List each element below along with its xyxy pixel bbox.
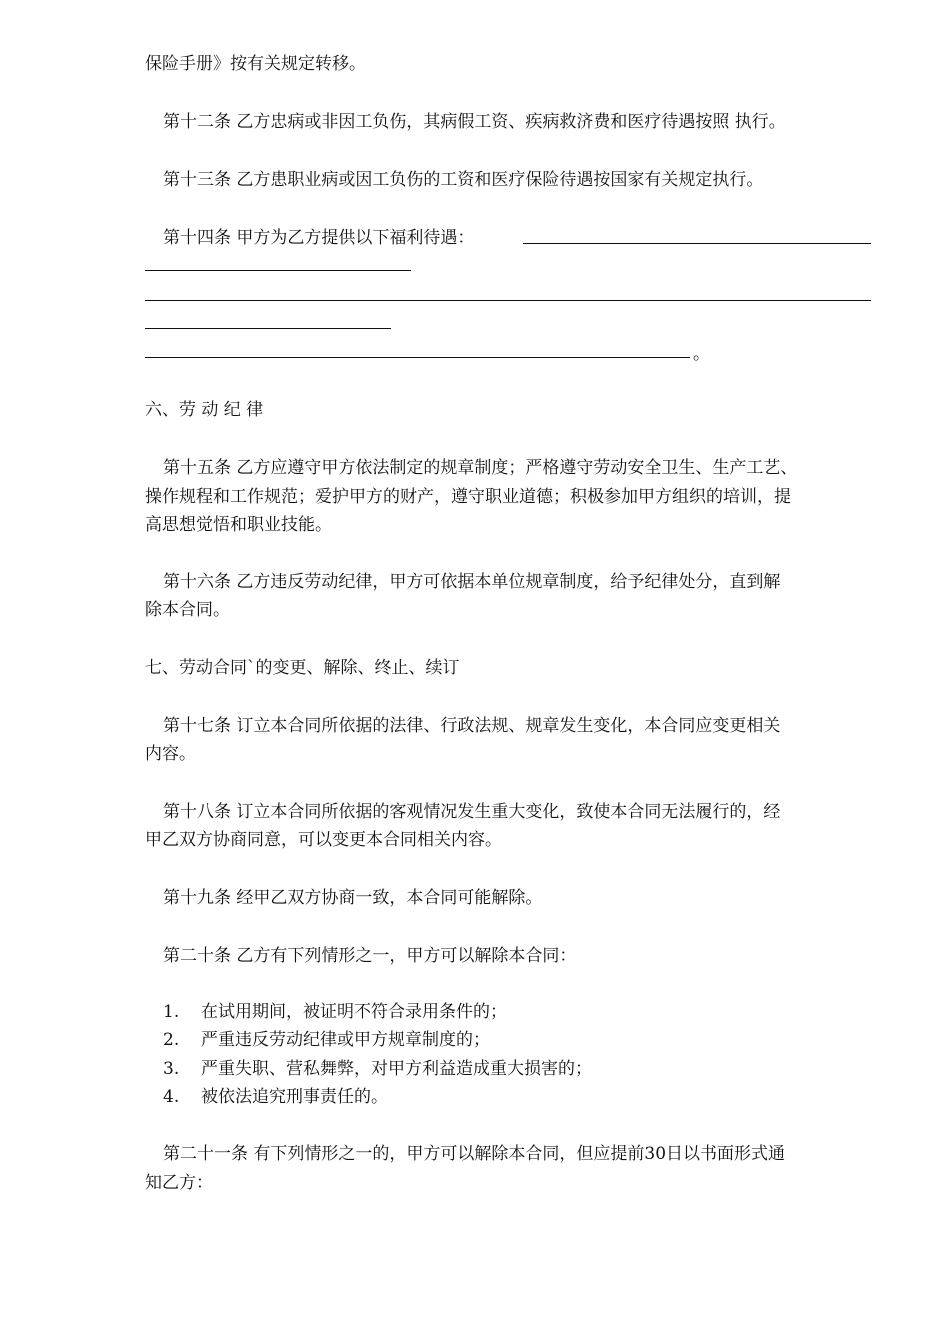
list-item-text: 被依法追究刑事责任的。 — [201, 1087, 388, 1107]
list-item-text: 在试用期间，被证明不符合录用条件的； — [201, 1002, 507, 1022]
list-item — [163, 1028, 490, 1052]
article-20: 第二十条 乙方有下列情形之一，甲方可以解除本合同： — [163, 946, 577, 966]
article-13: 第十三条 乙方患职业病或因工负伤的工资和医疗保险待遇按国家有关规定执行。 — [163, 170, 764, 190]
article-16-line-2: 除本合同。 — [145, 600, 230, 620]
article-16-line-1: 第十六条 乙方违反劳动纪律，甲方可依据本单位规章制度，给予纪律处分，直到解 — [163, 572, 781, 592]
article-14-end: 。 — [693, 344, 710, 364]
article-17-line-2: 内容。 — [145, 744, 196, 764]
article-15-line-3: 高思想觉悟和职业技能。 — [145, 515, 332, 535]
article-18-line-1: 第十八条 订立本合同所依据的客观情况发生重大变化，致使本合同无法履行的，经 — [163, 802, 781, 822]
list-item-number: 1. — [163, 1002, 180, 1022]
list-item — [163, 1085, 388, 1109]
blank-line-2 — [145, 270, 411, 271]
list-item-number: 4. — [163, 1087, 180, 1107]
list-item-number: 2. — [163, 1030, 180, 1050]
list-item-text: 严重失职、营私舞弊，对甲方利益造成重大损害的； — [201, 1059, 592, 1079]
list-item — [163, 1057, 592, 1081]
article-14: 第十四条 甲方为乙方提供以下福利待遇： — [163, 228, 475, 248]
blank-line-5 — [145, 357, 690, 358]
article-19: 第十九条 经甲乙双方协商一致，本合同可能解除。 — [163, 888, 543, 908]
section-6-heading: 六、劳 动 纪 律 — [145, 400, 264, 420]
blank-line-3 — [145, 300, 871, 301]
article-21-line-2: 知乙方： — [145, 1173, 213, 1193]
article-21-line-1: 第二十一条 有下列情形之一的，甲方可以解除本合同，但应提前30日以书面形式通 — [163, 1144, 786, 1164]
paragraph-line-top: 保险手册》按有关规定转移。 — [145, 54, 366, 74]
article-15-line-2: 操作规程和工作规范；爱护甲方的财产，遵守职业道德；积极参加甲方组织的培训，提 — [145, 487, 791, 507]
article-18-line-2: 甲乙双方协商同意，可以变更本合同相关内容。 — [145, 830, 502, 850]
section-7-heading: 七、劳动合同`的变更、解除、终止、续订 — [145, 658, 460, 678]
article-17-line-1: 第十七条 订立本合同所依据的法律、行政法规、规章发生变化，本合同应变更相关 — [163, 716, 781, 736]
blank-line-4 — [145, 328, 391, 329]
list-item-text: 严重违反劳动纪律或甲方规章制度的； — [201, 1030, 490, 1050]
article-15-line-1: 第十五条 乙方应遵守甲方依法制定的规章制度；严格遵守劳动安全卫生、生产工艺、 — [163, 458, 798, 478]
article-12: 第十二条 乙方忠病或非因工负伤，其病假工资、疾病救济费和医疗待遇按照 执行。 — [163, 112, 786, 132]
blank-line-1 — [523, 243, 871, 244]
list-item — [163, 1000, 507, 1024]
list-item-number: 3. — [163, 1059, 180, 1079]
